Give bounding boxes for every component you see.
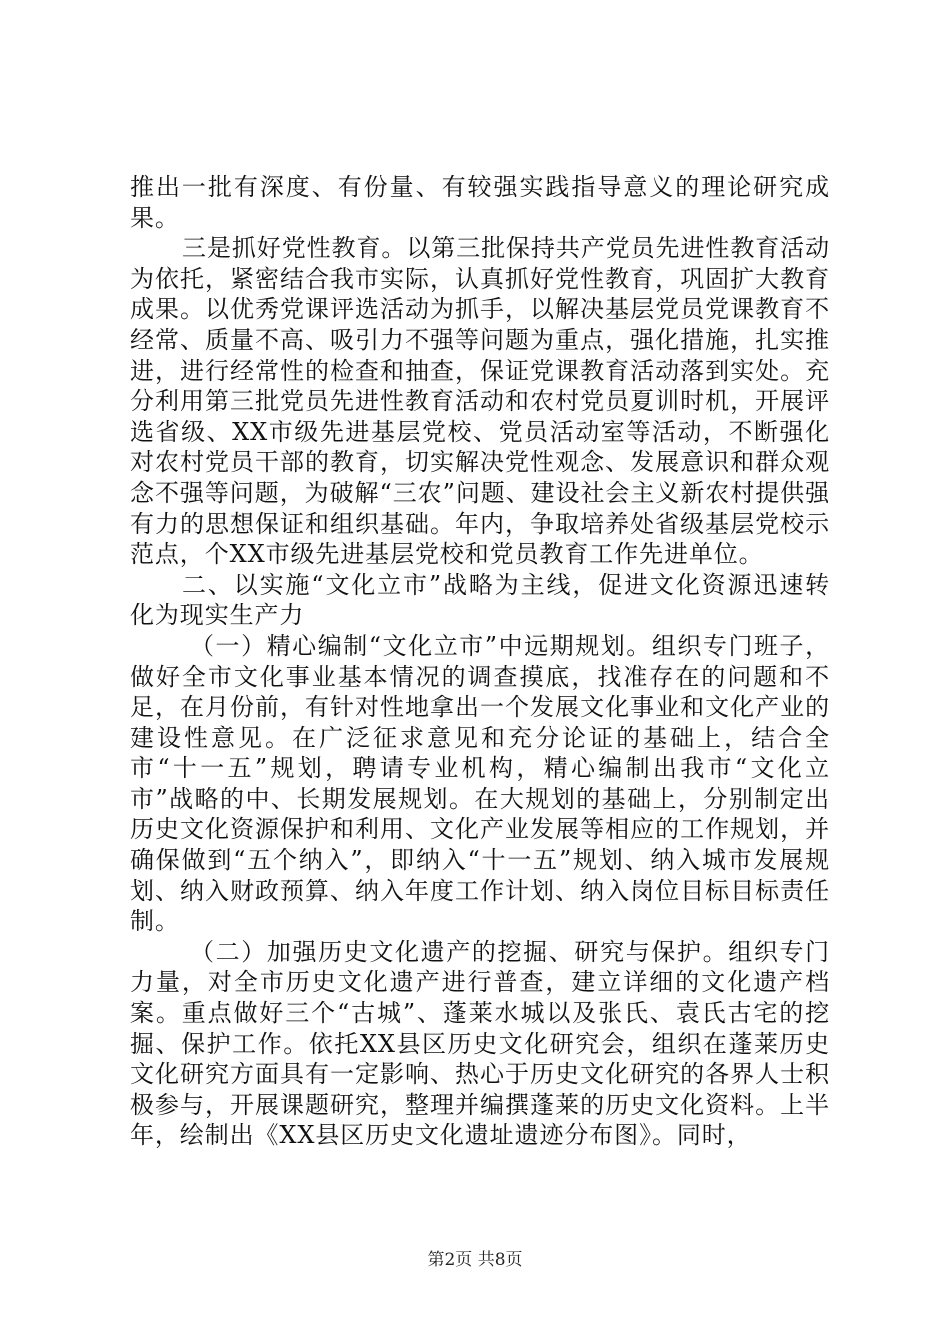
paragraph-party-education: 三是抓好党性教育。以第三批保持共产党员先进性教育活动为依托，紧密结合我市实际，认真抓好党性教育，巩固扩大教育成果。以优秀党课评选活动为抓手，以解决基层党员党课教育不经常、质量不高、吸引力不强等问题为重点，强化措施，扎实推进，进行经常性的检查和抽查，保证党课教育活动落到实处。充分利用第三批党员先进性教育活动和农村党员夏训时机，开展评选省级、XX市级先进基层党校、党员活动室等活动，不断强化对农村党员干部的教育，切实解决党性观念、发展意识和群众观念不强等问题，为破解“三农”问题、建设社会主义新农村提供强有力的思想保证和组织基础。年内，争取培养处省级基层党校示范点，个XX市级先进基层党校和党员教育工作先进单位。: [130, 234, 830, 569]
page-footer: 第2页 共8页: [427, 1250, 523, 1270]
section-heading-culture-strategy: 二、以实施“文化立市”战略为主线，促进文化资源迅速转化为现实生产力: [130, 570, 830, 630]
paragraph-planning: （一）精心编制“文化立市”中远期规划。组织专门班子，做好全市文化事业基本情况的调查摸底，找准存在的问题和不足，在月份前，有针对性地拿出一个发展文化事业和文化产业的建设性意见。在广泛征求意见和充分论证的基础上，结合全市“十一五”规划，聘请专业机构，精心编制出我市“文化立市”战略的中、长期发展规划。在大规划的基础上，分别制定出历史文化资源保护和利用、文化产业发展等相应的工作规划，并确保做到“五个纳入”，即纳入“十一五”规划、纳入城市发展规划、纳入财政预算、纳入年度工作计划、纳入岗位目标目标责任制。: [130, 631, 830, 936]
paragraph-continuation: 推出一批有深度、有份量、有较强实践指导意义的理论研究成果。: [130, 173, 830, 232]
document-body: [130, 172, 830, 1151]
paragraph-heritage: （二）加强历史文化遗产的挖掘、研究与保护。组织专门力量，对全市历史文化遗产进行普查，建立详细的文化遗产档案。重点做好三个“古城”、蓬莱水城以及张氏、袁氏古宅的挖掘、保护工作。依托XX县区历史文化研究会，组织在蓬莱历史文化研究方面具有一定影响、热心于历史文化研究的各界人士积极参与，开展课题研究，整理并编撰蓬莱的历史文化资料。上半年，绘制出《XX县区历史文化遗址遗迹分布图》。同时，: [130, 937, 830, 1150]
